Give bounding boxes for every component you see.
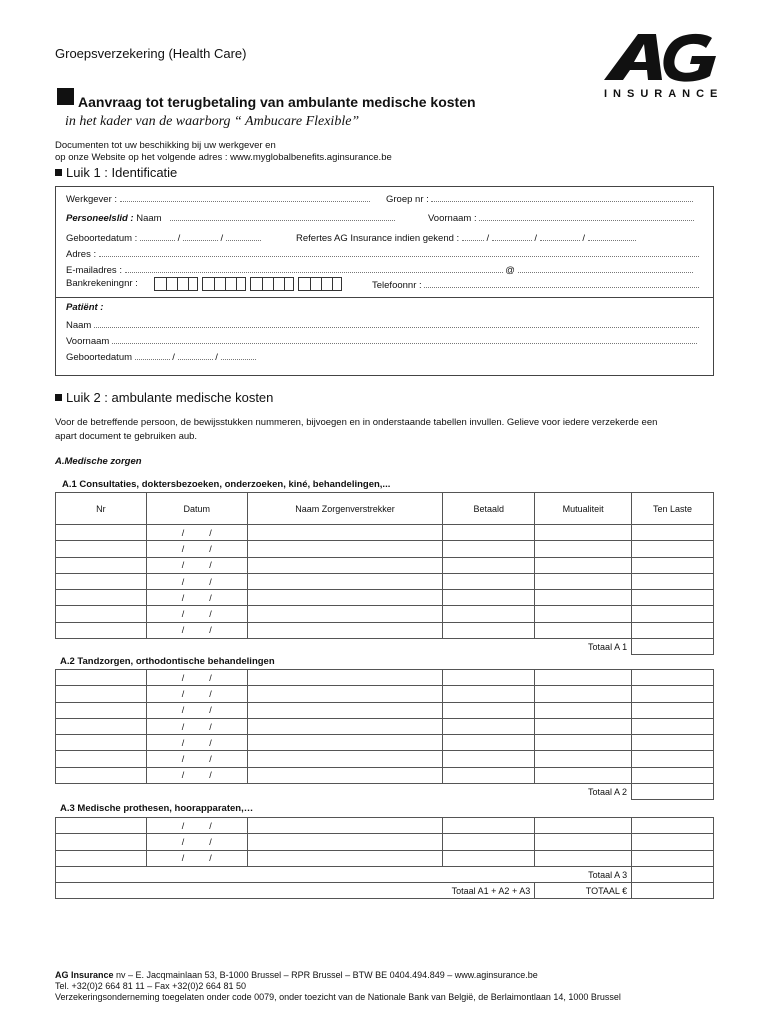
luik1-title: Luik 1 : Identificatie [66,165,178,180]
table-cell[interactable] [56,557,147,573]
table-cell[interactable] [632,622,714,638]
bank-box-3[interactable] [250,277,294,291]
footer-line3: Verzekeringsonderneming toegelaten onder code 0079, onder toezicht van de Nationale Bank van België, de Berlaimontlaan 14, 1000 Brussel [55,992,621,1002]
table-row [56,834,714,850]
table-cell[interactable] [56,735,147,751]
table-cell[interactable] [56,718,147,734]
a1-title: A.1 Consultaties, doktersbezoeken, onderzoeken, kiné, behandelingen,... [62,479,391,490]
identification-divider [55,297,714,298]
main-title: Aanvraag tot terugbetaling van ambulante medische kosten [78,94,476,110]
col-ten-laste: Ten Laste [632,493,714,525]
table-cell[interactable] [247,751,443,767]
bank-box-4[interactable] [298,277,342,291]
ag-logo-word: INSURANCE [604,88,724,100]
table-cell[interactable] [56,622,147,638]
table-cell[interactable]: / / [146,735,247,751]
table-cell[interactable] [632,541,714,557]
totaal-a1-cell[interactable] [632,639,714,655]
table-cell[interactable]: / / [146,670,247,686]
table-cell[interactable] [443,670,535,686]
table-cell[interactable] [56,525,147,541]
table-row [56,718,714,734]
referte-field-2[interactable] [492,231,532,241]
intro-line-2: op onze Website op het volgende adres : www.myglobalbenefits.aginsurance.be [55,152,392,163]
table-cell[interactable] [56,818,147,834]
totaal-a1-label: Totaal A 1 [56,639,632,655]
telefoon-field[interactable] [424,278,699,288]
patient-label: Patiënt : [66,302,104,313]
totaal-sum-label: Totaal A1 + A2 + A3 [56,883,535,899]
geboorte-day-field[interactable] [140,231,175,241]
werkgever-label: Werkgever : [66,194,118,205]
table-cell[interactable] [56,686,147,702]
table-cell[interactable]: / / [146,525,247,541]
table-cell[interactable] [632,670,714,686]
geboorte-year-field[interactable] [226,231,261,241]
table-cell[interactable] [632,702,714,718]
a3-table [55,817,714,899]
voornaam-field[interactable] [479,211,694,221]
naam-field[interactable] [170,211,395,221]
table-cell[interactable] [56,767,147,783]
table-cell[interactable]: / / [146,573,247,589]
table-cell[interactable] [56,834,147,850]
table-cell[interactable] [632,525,714,541]
table-cell[interactable] [56,606,147,622]
bank-box-1[interactable] [154,277,198,291]
footer-line1: nv – E. Jacqmainlaan 53, B-1000 Brussel – RPR Brussel – BTW BE 0404.494.849 – www.aginsurance.be [113,970,538,980]
title-square-icon [57,88,74,105]
col-betaald: Betaald [443,493,535,525]
table-cell[interactable] [632,818,714,834]
table-cell[interactable] [443,767,535,783]
ag-logo [600,28,730,104]
footer [55,970,621,1003]
table-cell[interactable]: / / [146,541,247,557]
referte-field-1[interactable] [462,231,484,241]
footer-line2: Tel. +32(0)2 664 81 11 – Fax +32(0)2 664 81 50 [55,981,246,991]
table-cell[interactable]: / / [146,702,247,718]
table-cell[interactable] [247,622,443,638]
table-cell[interactable] [443,751,535,767]
table-row [56,525,714,541]
bank-box-2[interactable] [202,277,246,291]
table-cell[interactable] [535,834,632,850]
table-cell[interactable] [247,606,443,622]
patient-geboorte-year[interactable] [221,350,256,360]
table-cell[interactable] [247,541,443,557]
col-datum: Datum [146,493,247,525]
footer-company: AG Insurance [55,970,114,980]
table-cell[interactable] [56,541,147,557]
table-cell[interactable] [443,818,535,834]
ag-logo-mark [600,28,730,84]
table-row [56,702,714,718]
intro-line-1: Documenten tot uw beschikking bij uw werkgever en [55,140,276,151]
table-cell[interactable] [443,735,535,751]
email-label: E-mailadres : [66,265,122,276]
telefoon-label: Telefoonnr : [372,280,422,291]
email-user-field[interactable] [125,263,503,273]
table-cell[interactable] [247,834,443,850]
group-title: Groepsverzekering (Health Care) [55,46,247,61]
luik2-intro-1: Voor de betreffende persoon, de bewijsstukken nummeren, bijvoegen en in onderstaande tabellen invullen. Gelieve voor iedere verzekerde een [55,417,658,428]
luik2-title: Luik 2 : ambulante medische kosten [66,390,274,405]
totaal-a3-cell[interactable] [632,866,714,882]
luik2-square-icon [55,394,62,401]
table-cell[interactable] [632,557,714,573]
adres-field[interactable] [99,247,699,257]
table-row [56,686,714,702]
adres-label: Adres : [66,249,97,260]
table-row [56,670,714,686]
table-cell[interactable]: / / [146,818,247,834]
geboortedatum-label: Geboortedatum : [66,233,138,244]
col-naam: Naam Zorgenverstrekker [247,493,443,525]
table-cell[interactable] [443,590,535,606]
referte-label: Refertes AG Insurance indien gekend : [296,233,460,244]
table-cell[interactable]: / / [146,751,247,767]
table-cell[interactable] [535,525,632,541]
voornaam-label: Voornaam : [428,213,477,224]
table-cell[interactable] [535,557,632,573]
table-cell[interactable] [632,850,714,866]
table-cell[interactable]: / / [146,718,247,734]
table-cell[interactable]: / / [146,557,247,573]
table-cell[interactable] [632,573,714,589]
table-cell[interactable] [535,590,632,606]
table-cell[interactable]: / / [146,850,247,866]
patient-voornaam-label: Voornaam [66,336,110,347]
table-row [56,606,714,622]
table-row [56,573,714,589]
table-cell[interactable] [443,718,535,734]
table-cell[interactable] [632,686,714,702]
table-cell[interactable] [632,834,714,850]
groep-field[interactable] [431,192,693,202]
groep-label: Groep nr : [386,194,429,205]
a2-table [55,669,714,800]
luik2-intro-2: apart document te gebruiken aub. [55,431,198,442]
table-cell[interactable] [443,686,535,702]
geboorte-month-field[interactable] [183,231,218,241]
table-cell[interactable] [56,751,147,767]
table-cell[interactable] [56,573,147,589]
table-cell[interactable] [247,735,443,751]
col-nr: Nr [56,493,147,525]
table-cell[interactable] [56,702,147,718]
table-cell[interactable] [535,850,632,866]
table-cell[interactable] [632,751,714,767]
patient-voornaam-field[interactable] [112,334,697,344]
table-cell[interactable] [443,541,535,557]
table-cell[interactable] [443,834,535,850]
werkgever-field[interactable] [120,192,370,202]
table-cell[interactable] [535,541,632,557]
table-cell[interactable] [632,590,714,606]
table-row [56,622,714,638]
bank-field[interactable] [154,275,346,293]
table-row [56,590,714,606]
table-cell[interactable] [247,767,443,783]
table-cell[interactable] [247,686,443,702]
patient-geboorte-label: Geboortedatum [66,352,133,363]
table-cell[interactable]: / / [146,686,247,702]
table-cell[interactable] [443,557,535,573]
table-row [56,751,714,767]
table-cell[interactable] [247,670,443,686]
totaal-a2-cell[interactable] [632,784,714,800]
bank-label: Bankrekeningnr : [66,278,138,289]
table-row [56,557,714,573]
totaal-a3-label: Totaal A 3 [56,866,632,882]
subtitle: in het kader van de waarborg “ Ambucare Flexible” [65,114,360,129]
table-cell[interactable]: / / [146,767,247,783]
table-row [56,818,714,834]
table-cell[interactable] [632,718,714,734]
referte-field-3[interactable] [540,231,580,241]
section-a-title: A.Medische zorgen [55,456,142,467]
a1-table [55,492,714,655]
table-row [56,541,714,557]
table-cell[interactable] [247,573,443,589]
table-cell[interactable] [632,767,714,783]
table-cell[interactable] [56,590,147,606]
table-cell[interactable]: / / [146,622,247,638]
table-cell[interactable] [247,557,443,573]
table-cell[interactable] [247,818,443,834]
totaal-final-label: TOTAAL € [535,883,632,899]
table-cell[interactable] [535,670,632,686]
table-cell[interactable] [535,606,632,622]
personeelslid-label: Personeelslid : [66,213,134,224]
a3-title: A.3 Medische prothesen, hoorapparaten,… [60,803,254,814]
table-cell[interactable] [247,702,443,718]
table-cell[interactable]: / / [146,606,247,622]
patient-naam-label: Naam [66,320,92,331]
table-cell[interactable] [535,767,632,783]
table-cell[interactable] [247,525,443,541]
table-cell[interactable] [535,573,632,589]
table-cell[interactable] [535,718,632,734]
table-row [56,735,714,751]
referte-field-4[interactable] [588,231,636,241]
table-cell[interactable] [56,670,147,686]
table-cell[interactable] [443,702,535,718]
email-domain-field[interactable] [518,263,693,273]
table-cell[interactable] [247,590,443,606]
table-cell[interactable] [535,735,632,751]
table-cell[interactable] [443,606,535,622]
table-cell[interactable]: / / [146,834,247,850]
table-cell[interactable] [443,850,535,866]
table-cell[interactable] [443,525,535,541]
totaal-final-cell[interactable] [632,883,714,899]
table-row [56,850,714,866]
table-row [56,767,714,783]
table-cell[interactable] [535,751,632,767]
table-cell[interactable] [443,622,535,638]
totaal-a2-label: Totaal A 2 [56,784,632,800]
luik1-square-icon [55,169,62,176]
table-cell[interactable] [443,573,535,589]
patient-geboorte-month[interactable] [178,350,213,360]
table-cell[interactable] [632,735,714,751]
col-mutualiteit: Mutualiteit [535,493,632,525]
table-cell[interactable]: / / [146,590,247,606]
a2-title: A.2 Tandzorgen, orthodontische behandelingen [60,656,275,667]
table-cell[interactable] [535,686,632,702]
table-cell[interactable] [535,702,632,718]
table-cell[interactable] [247,718,443,734]
patient-geboorte-day[interactable] [135,350,170,360]
patient-naam-field[interactable] [94,318,699,328]
table-cell[interactable] [535,622,632,638]
table-cell[interactable] [56,850,147,866]
table-cell[interactable] [632,606,714,622]
naam-label: Naam [136,213,162,224]
email-at: @ [505,265,515,276]
table-cell[interactable] [247,850,443,866]
table-cell[interactable] [535,818,632,834]
